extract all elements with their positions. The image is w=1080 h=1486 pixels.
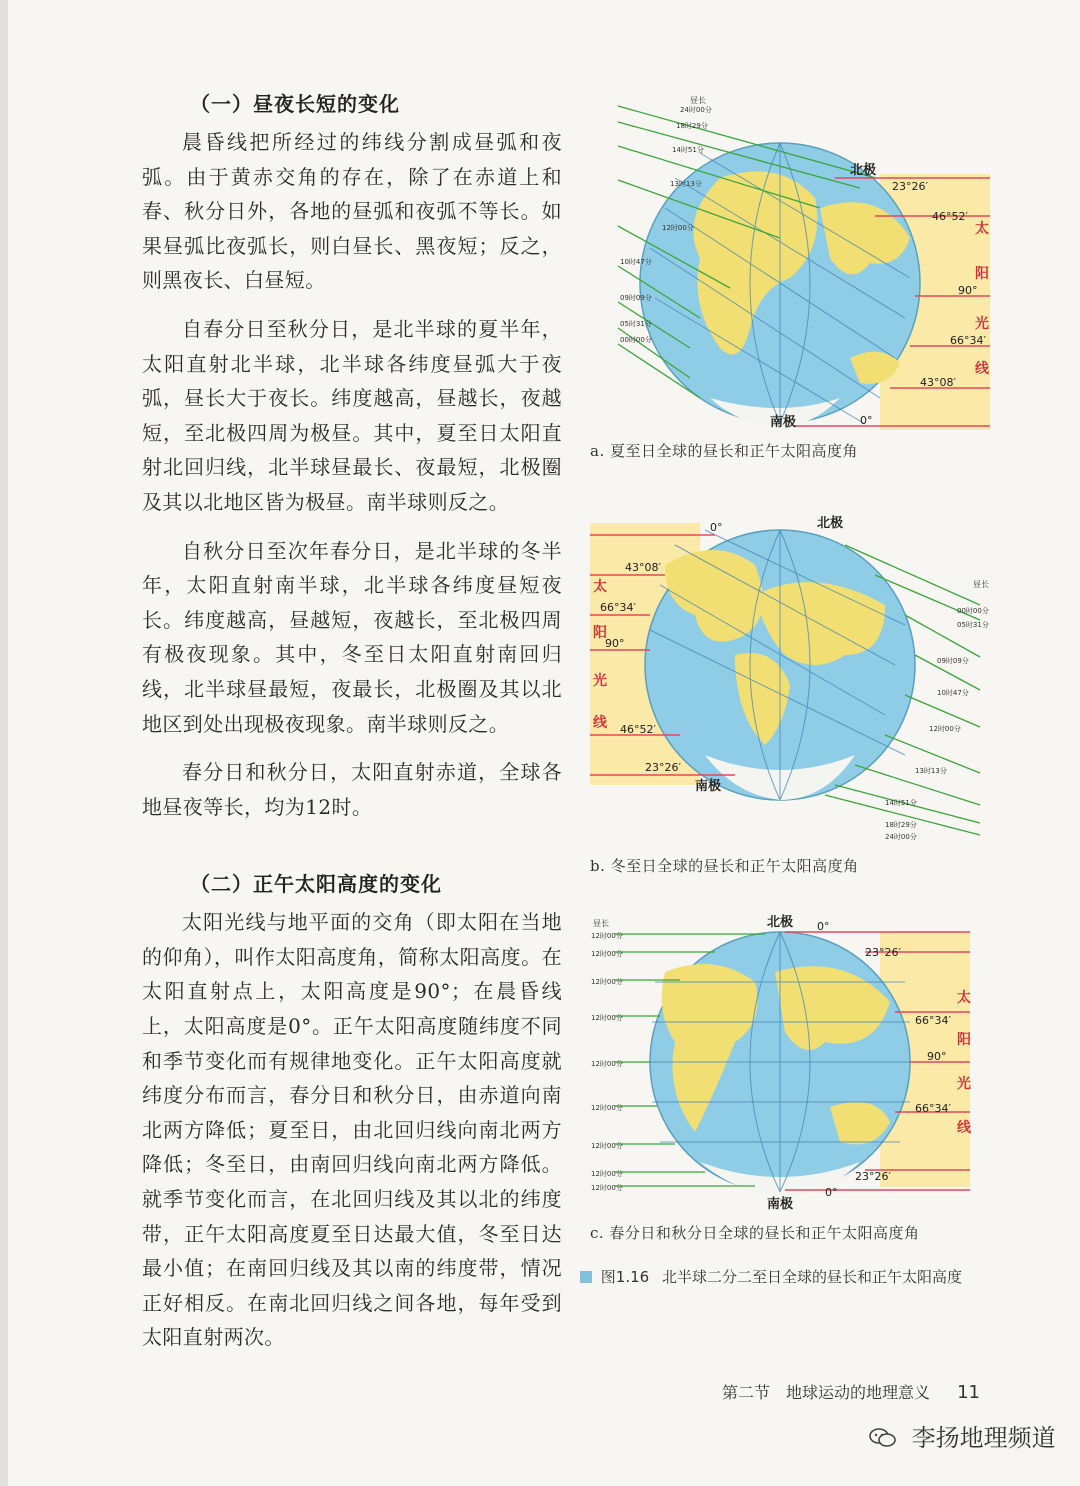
daylength-a-5: 10时47分 xyxy=(620,258,652,266)
paragraph-1: 晨昏线把所经过的纬线分割成昼弧和夜弧。由于黄赤交角的存在，除了在赤道上和春、秋分日外，各地的昼弧和夜弧不等长。如果昼弧比夜弧长，则白昼长、黑夜短；反之，则黑夜长、白昼短。 xyxy=(142,130,562,293)
angle-b-4: 46°52′ xyxy=(620,723,656,736)
angle-b-2: 66°34′ xyxy=(600,601,636,614)
heading-day-night-length: （一）昼夜长短的变化 xyxy=(190,92,400,116)
angle-a-1: 46°52′ xyxy=(932,210,968,223)
sun-label-c-1: 阳 xyxy=(957,1032,971,1048)
daylength-a-4: 12时00分 xyxy=(662,224,694,232)
figure-a-summer-solstice xyxy=(580,88,1000,438)
left-text-column xyxy=(142,88,562,1355)
daylength-c-7: 12时00分 xyxy=(591,1170,623,1178)
north-pole-label-a: 北极 xyxy=(850,163,877,178)
daylength-a-7: 05时31分 xyxy=(620,320,652,328)
daylength-c-1: 12时00分 xyxy=(591,950,623,958)
paragraph-2: 自春分日至秋分日，是北半球的夏半年，太阳直射北半球，北半球各纬度昼弧大于夜弧，昼长大于夜长。纬度越高，昼越长，夜越短，至北极四周为极昼。其中，夏至日太阳直射北回归线，北半球昼最长、夜最短，北极圈及其以北地区皆为极昼。南半球则反之。 xyxy=(142,316,562,514)
sun-label-a-1: 阳 xyxy=(975,266,989,282)
angle-a-2: 90° xyxy=(958,284,978,297)
angle-a-4: 43°08′ xyxy=(920,376,956,389)
figure-title: 北半球二分二至日全球的昼长和正午太阳高度 xyxy=(661,1268,962,1286)
daylength-a-1: 18时29分 xyxy=(676,122,708,130)
daylength-b-0: 00时00分 xyxy=(957,607,989,615)
caption-marker xyxy=(580,1271,592,1283)
sun-label-c-3: 线 xyxy=(957,1120,971,1136)
watermark xyxy=(868,1418,1056,1453)
daylength-c-8: 12时00分 xyxy=(591,1184,623,1192)
sun-label-b-3: 线 xyxy=(593,715,607,731)
sun-label-a-0: 太 xyxy=(975,221,989,237)
daylength-b-1: 05时31分 xyxy=(957,621,989,629)
daylength-b-8: 24时00分 xyxy=(885,833,917,841)
angle-a-5: 0° xyxy=(860,414,873,427)
sun-label-a-2: 光 xyxy=(975,316,989,332)
daylength-header-b: 昼长 xyxy=(973,580,989,589)
angle-b-3: 90° xyxy=(605,637,625,650)
north-pole-label-c: 北极 xyxy=(767,915,794,930)
daylength-b-5: 13时13分 xyxy=(915,767,947,775)
paragraph-4: 春分日和秋分日，太阳直射赤道，全球各地昼夜等长，均为12时。 xyxy=(142,760,562,819)
figure-number: 图1.16 xyxy=(600,1268,650,1286)
page-number: 11 xyxy=(957,1382,981,1403)
angle-c-6: 0° xyxy=(825,1186,838,1199)
daylength-b-6: 14时51分 xyxy=(885,799,917,807)
daylength-b-7: 18时29分 xyxy=(885,821,917,829)
paragraph-3: 自秋分日至次年春分日，是北半球的冬半年，太阳直射南半球，北半球各纬度昼短夜长。纬度越高，昼越短，夜越长，至北极四周有极夜现象。其中，冬至日太阳直射南回归线，北半球昼最短，夜最长，北极圈及其以北地区到处出现极夜现象。南半球则反之。 xyxy=(142,538,562,736)
angle-b-5: 23°26′ xyxy=(645,761,681,774)
page-edge xyxy=(0,0,8,1486)
sun-label-a-3: 线 xyxy=(975,361,989,377)
daylength-a-6: 09时09分 xyxy=(620,294,652,302)
daylength-header-a: 昼长 xyxy=(690,96,706,105)
figure-b-winter-solstice xyxy=(585,505,1005,845)
watermark-text: 李扬地理频道 xyxy=(911,1424,1056,1452)
angle-b-1: 43°08′ xyxy=(625,561,661,574)
north-pole-label-b: 北极 xyxy=(817,516,844,531)
angle-c-2: 66°34′ xyxy=(915,1014,951,1027)
caption-b: b. 冬至日全球的昼长和正午太阳高度角 xyxy=(590,857,859,875)
daylength-a-2: 14时51分 xyxy=(672,146,704,154)
daylength-a-8: 00时00分 xyxy=(620,336,652,344)
daylength-c-6: 12时00分 xyxy=(591,1142,623,1150)
figure-c-equinox xyxy=(585,912,985,1212)
daylength-b-4: 12时00分 xyxy=(929,725,961,733)
daylength-c-3: 12时00分 xyxy=(591,1014,623,1022)
caption-c: c. 春分日和秋分日全球的昼长和正午太阳高度角 xyxy=(590,1224,920,1242)
daylength-c-5: 12时00分 xyxy=(591,1104,623,1112)
angle-c-1: 23°26′ xyxy=(865,946,901,959)
angle-c-4: 66°34′ xyxy=(915,1102,951,1115)
daylength-header-c: 昼长 xyxy=(593,919,609,928)
wechat-icon xyxy=(868,1427,898,1449)
sun-label-b-0: 太 xyxy=(593,579,607,595)
figure-caption xyxy=(580,1266,962,1287)
south-pole-label-a: 南极 xyxy=(770,415,797,430)
sun-label-b-2: 光 xyxy=(593,673,607,689)
daylength-b-2: 09时09分 xyxy=(937,657,969,665)
sun-label-b-1: 阳 xyxy=(593,625,607,641)
daylength-c-2: 12时00分 xyxy=(591,978,623,986)
angle-b-0: 0° xyxy=(710,521,723,534)
heading-noon-sun-altitude: （二）正午太阳高度的变化 xyxy=(190,872,442,897)
angle-c-5: 23°26′ xyxy=(855,1170,891,1183)
south-pole-label-b: 南极 xyxy=(695,779,722,794)
caption-a: a. 夏至日全球的昼长和正午太阳高度角 xyxy=(590,442,858,460)
paragraph-5: 太阳光线与地平面的交角（即太阳在当地的仰角），叫作太阳高度角，简称太阳高度。在太阳直射点上，太阳高度是90°；在晨昏线上，太阳高度是0°。正午太阳高度随纬度不同和季节变化而有规律地变化。正午太阳高度就纬度分布而言，春分日和秋分日，由赤道向南北两方降低；夏至日，由北回归线向南北两方降低；冬至日，由南回归线向南北两方降低。就季节变化而言，在北回归线及其以北的纬度带，正午太阳高度夏至日达最大值，冬至日达最小值；在南回归线及其以南的纬度带，情况正好相反。在南北回归线之间各地，每年受到太阳直射两次。 xyxy=(142,910,562,1350)
angle-c-3: 90° xyxy=(927,1050,947,1063)
angle-a-3: 66°34′ xyxy=(950,334,986,347)
daylength-c-4: 12时00分 xyxy=(591,1060,623,1068)
sun-label-c-0: 太 xyxy=(957,990,971,1006)
daylength-a-3: 13时13分 xyxy=(670,180,702,188)
page-footer xyxy=(722,1380,980,1403)
section-title: 第二节 地球运动的地理意义 xyxy=(722,1383,931,1402)
south-pole-label-c: 南极 xyxy=(767,1197,794,1212)
sun-label-c-2: 光 xyxy=(957,1076,971,1092)
daylength-c-0: 12时00分 xyxy=(591,932,623,940)
daylength-b-3: 10时47分 xyxy=(937,689,969,697)
angle-c-0: 0° xyxy=(817,920,830,933)
daylength-a-0: 24时00分 xyxy=(680,106,712,114)
angle-a-0: 23°26′ xyxy=(892,180,928,193)
